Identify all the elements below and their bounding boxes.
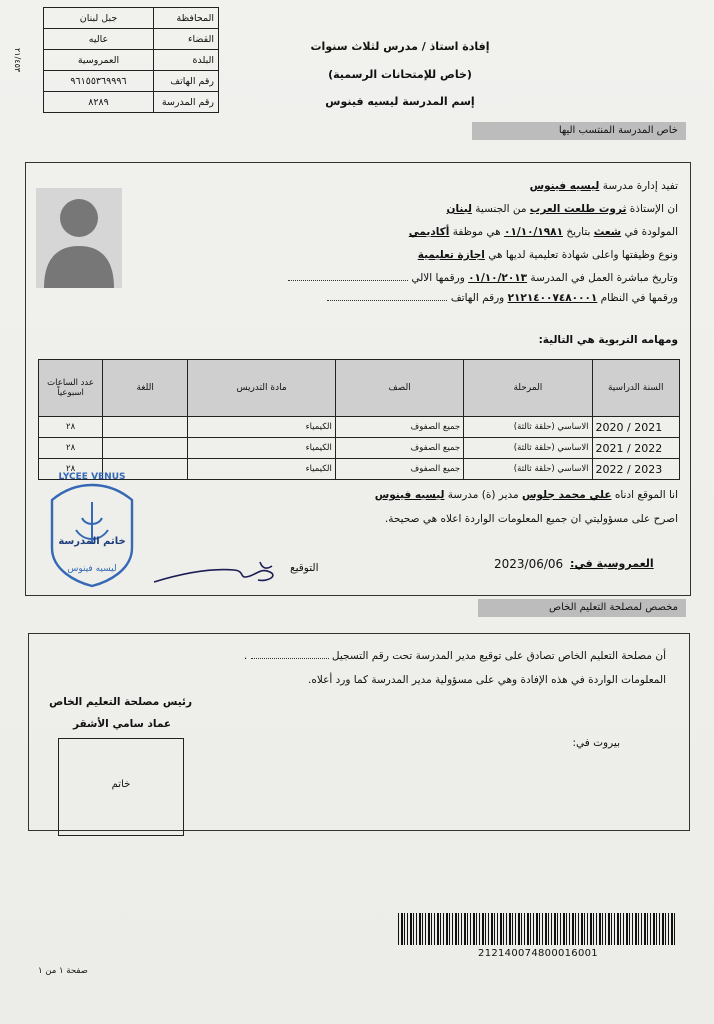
info-label: القضاء (154, 29, 219, 50)
official-stamp-box (58, 738, 184, 836)
side-code: ٢١/٤٥٣ (13, 48, 22, 73)
cell-year: 2022 / 2023 (592, 459, 679, 480)
duties-table (38, 359, 680, 480)
cell-stage: الاساسي (حلقة ثالثة) (464, 438, 592, 459)
info-label: رقم المدرسة (154, 92, 219, 113)
private-line-2: المعلومات الواردة في هذه الإفادة وهي على مسؤولية مدير المدرسة كما ورد أعلاه. (308, 674, 666, 686)
col-header: اللغة (103, 360, 188, 417)
cell-language (103, 438, 188, 459)
cell-stage: الاساسي (حلقة ثالثة) (464, 459, 592, 480)
person-photo (36, 188, 122, 288)
person-silhouette-icon (36, 188, 122, 288)
col-header: مادة التدريس (188, 360, 336, 417)
signer-line-2: اصرح على مسؤوليتي ان جميع المعلومات الواردة اعلاه هي صحيحة. (384, 513, 678, 525)
info-label: البلدة (154, 50, 219, 71)
school-name-header: إسم المدرسة ليسيه فينوس (325, 95, 475, 108)
cell-year: 2020 / 2021 (592, 417, 679, 438)
beirut-label: بيروت في: (572, 737, 620, 749)
signature-icon (150, 556, 290, 592)
barcode-number: 212140074800016001 (478, 948, 598, 959)
stamp-middle-text: خاتم المدرسة (58, 536, 126, 547)
info-value: جبل لبنان (44, 8, 154, 29)
info-row (44, 71, 219, 92)
info-label: المحافظة (154, 8, 219, 29)
info-row (44, 50, 219, 71)
decl-line-1: تفيد إدارة مدرسة ليسيه فينوس (529, 180, 678, 192)
info-value: ٨٢٨٩ (44, 92, 154, 113)
table-row (39, 417, 680, 438)
decl-line-5: وتاريخ مباشرة العمل في المدرسة ٠١/١٠/٢٠١٣ ورقمها الالي (288, 272, 678, 284)
school-info-table (43, 7, 219, 113)
cell-hours: ٢٨ (39, 459, 103, 480)
cell-subject: الكيمياء (188, 438, 336, 459)
table-row (39, 438, 680, 459)
cell-hours: ٢٨ (39, 438, 103, 459)
form-subtitle: (خاص للإمتحانات الرسمية) (328, 68, 472, 81)
col-header: الصف (335, 360, 463, 417)
table-header-row (39, 360, 680, 417)
info-row (44, 29, 219, 50)
place-label: العمروسية في: (570, 557, 654, 570)
cell-subject: الكيمياء (188, 417, 336, 438)
stamp-label: خاتم (111, 779, 131, 790)
decl-line-3: المولودة في شعث بتاريخ ٠١/١٠/١٩٨١ هي موظفة أكاديمي (408, 226, 678, 238)
private-line-1: أن مصلحة التعليم الخاص تصادق على توقيع مدير المدرسة تحت رقم التسجيل . (243, 650, 666, 662)
page-number: صفحة ١ من ١ (38, 966, 88, 976)
section-private-band: مخصص لمصلحة التعليم الخاص (478, 599, 686, 617)
school-stamp (46, 472, 138, 588)
signer-line-1: انا الموقع ادناه علي محمد جلوس مدير (ة) مدرسة ليسيه فينوس (374, 489, 678, 501)
info-label: رقم الهاتف (154, 71, 219, 92)
col-header: عدد الساعات اسبوعياً (39, 360, 103, 417)
col-header: المرحلة (464, 360, 592, 417)
info-value: ٩٦١٥٥٣٦٩٩٩٦ (44, 71, 154, 92)
decl-line-6: ورقمها في النظام ٢١٢١٤٠٠٧٤٨٠٠٠١ ورقم الهاتف (327, 292, 678, 304)
info-value: العمروسية (44, 50, 154, 71)
duties-title: ومهامه التربوية هي التالية: (538, 334, 678, 346)
signature-label: التوقيع (290, 562, 319, 574)
head-title: رئيس مصلحة التعليم الخاص (49, 696, 192, 708)
decl-line-2: ان الإستاذة ثروت طلعت العرب من الجنسية لبنان (446, 203, 678, 215)
stamp-bottom-text: ليسيه فينوس (67, 564, 117, 574)
cell-class: جميع الصفوف (335, 417, 463, 438)
stamp-top-text: LYCEE VENUS (58, 472, 126, 482)
cell-hours: ٢٨ (39, 417, 103, 438)
decl-line-4: ونوع وظيفتها واعلى شهادة تعليمية لديها هي اجازة تعليمية (417, 249, 678, 261)
cell-stage: الاساسي (حلقة ثالثة) (464, 417, 592, 438)
cell-year: 2021 / 2022 (592, 438, 679, 459)
info-row (44, 8, 219, 29)
info-value: عاليه (44, 29, 154, 50)
barcode (398, 913, 676, 945)
section-school-band: خاص المدرسة المنتسب اليها (472, 122, 686, 140)
form-title: إفادة استاذ / مدرس لثلاث سنوات (310, 40, 490, 53)
cell-class: جميع الصفوف (335, 459, 463, 480)
sign-date: 2023/06/06 (494, 557, 564, 571)
head-name: عماد سامي الأشقر (72, 718, 172, 730)
col-header: السنة الدراسية (592, 360, 679, 417)
cell-subject: الكيمياء (188, 459, 336, 480)
info-row (44, 92, 219, 113)
cell-language (103, 417, 188, 438)
cell-class: جميع الصفوف (335, 438, 463, 459)
